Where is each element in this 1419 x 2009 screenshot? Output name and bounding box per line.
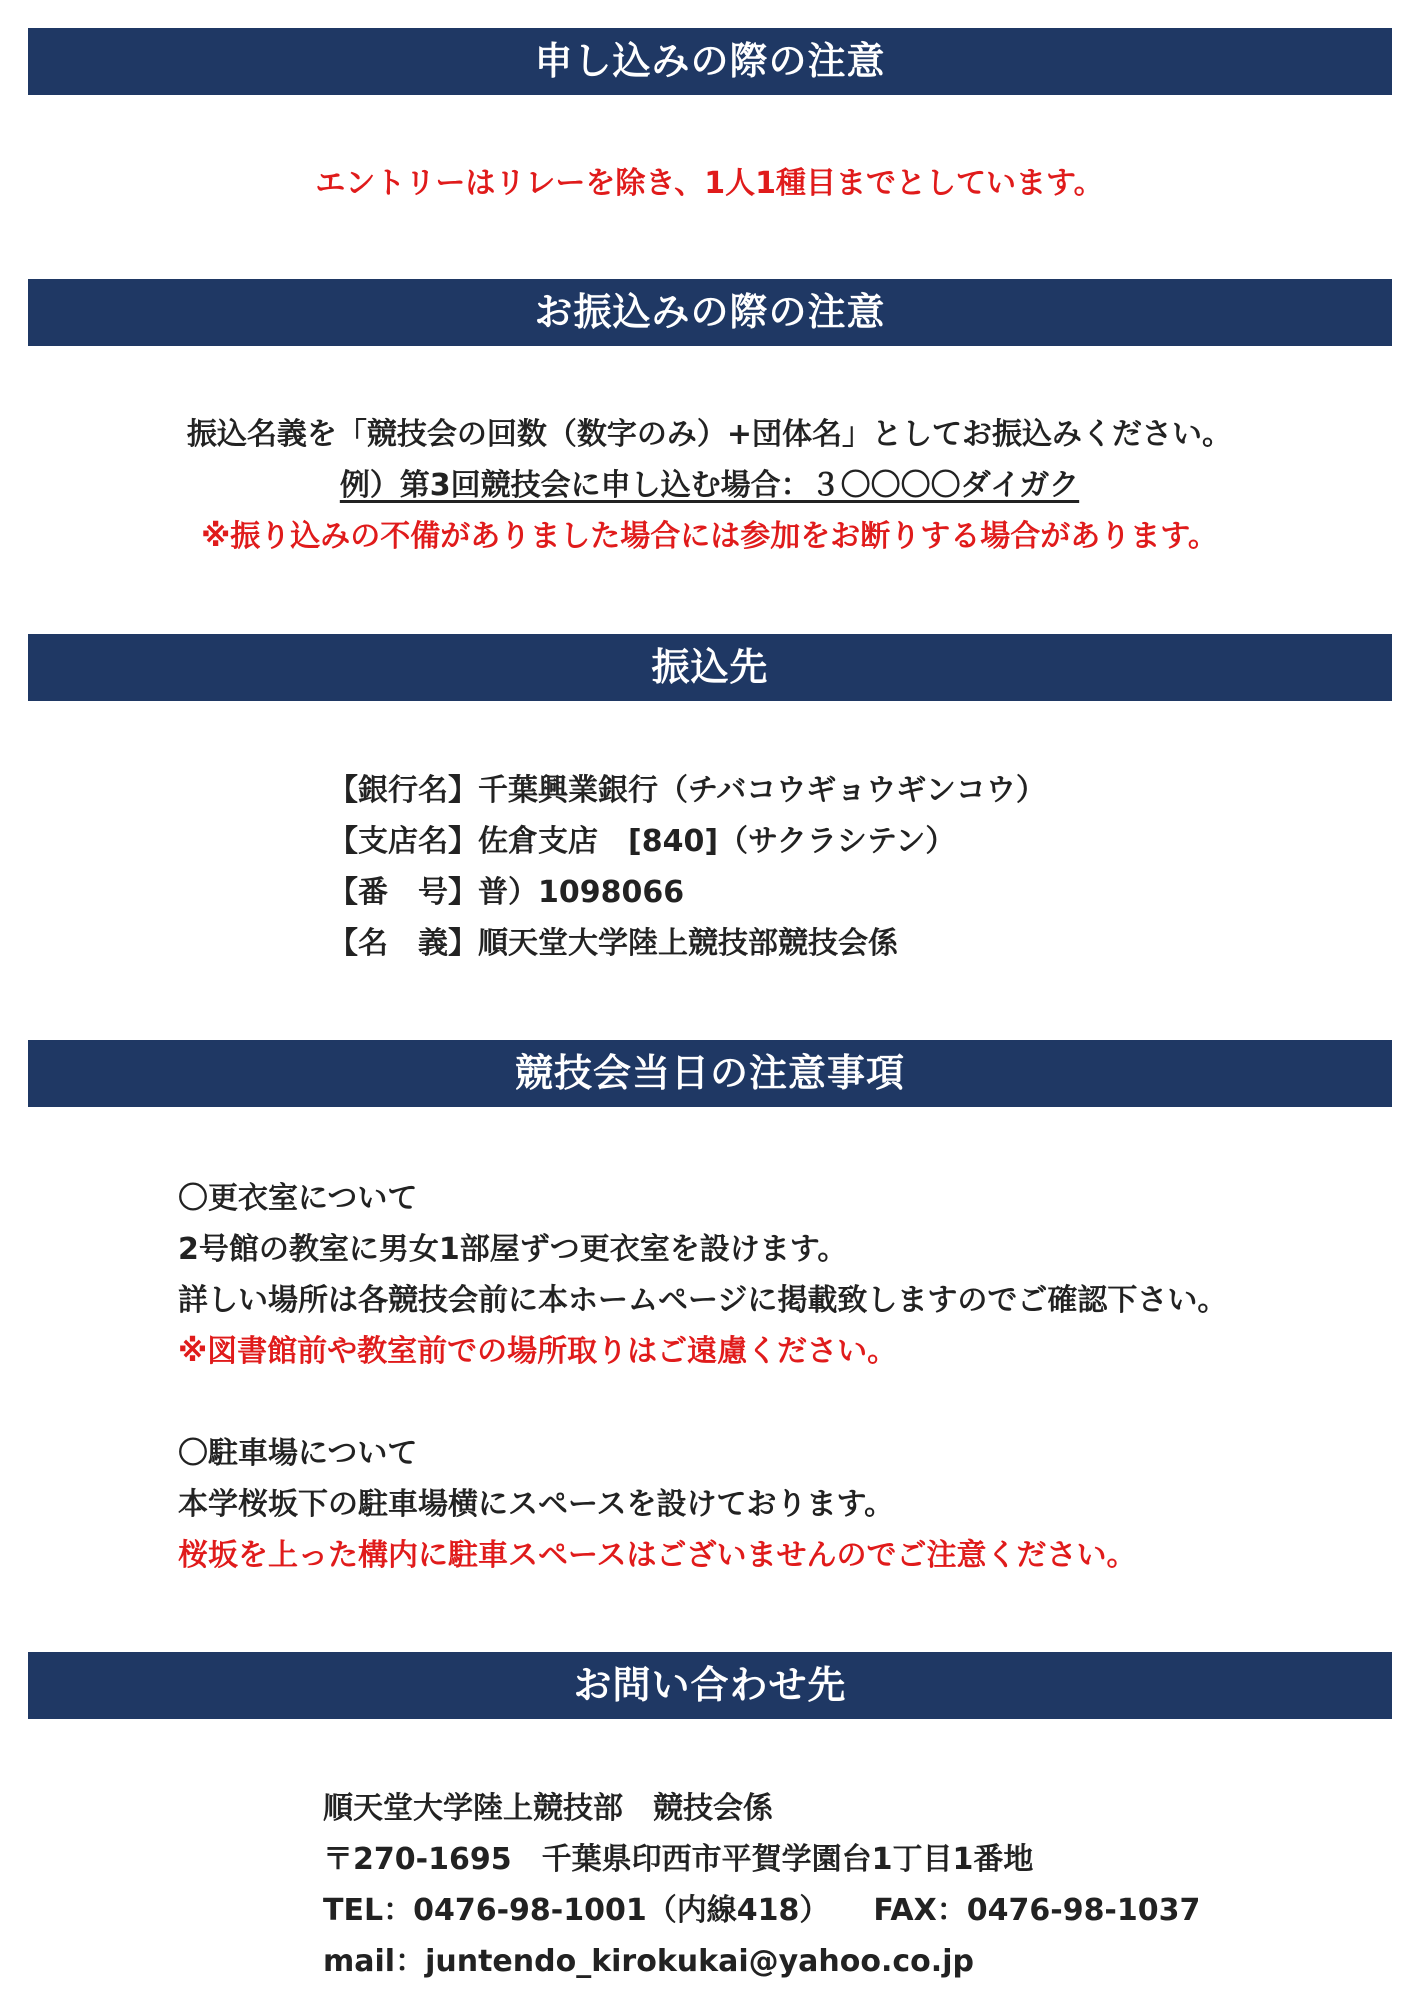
bank-name-row: 【銀行名】千葉興業銀行（チバコウギョウギンコウ） [328,773,1046,808]
locker-room-line-1: 2号館の教室に男女1部屋ずつ更衣室を設けます。 [178,1232,848,1267]
contact-organization: 順天堂大学陸上競技部 競技会係 [323,1791,773,1826]
parking-title: 〇駐車場について [178,1436,418,1471]
contact-address: 〒270-1695 千葉県印西市平賀学園台1丁目1番地 [323,1842,1034,1877]
application-heading: 申し込みの際の注意 [28,28,1392,95]
branch-name-row: 【支店名】佐倉支店 [840]（サクラシテン） [328,824,956,859]
contact-heading: お問い合わせ先 [28,1652,1392,1719]
locker-room-title: 〇更衣室について [178,1181,418,1216]
locker-room-line-2: 詳しい場所は各競技会前に本ホームページに掲載致しますのでご確認下さい。 [178,1283,1228,1318]
contact-email[interactable]: mail：juntendo_kirokukai@yahoo.co.jp [323,1944,974,1979]
event-day-heading: 競技会当日の注意事項 [28,1040,1392,1107]
contact-phone-fax [323,1891,1200,1931]
transfer-heading: お振込みの際の注意 [28,279,1392,346]
parking-warning: 桜坂を上った構内に駐車スペースはございませんのでご注意ください。 [178,1538,1137,1573]
transfer-warning: ※振り込みの不備がありました場合には参加をお断りする場合があります。 [201,519,1218,554]
contact-fax: FAX：0476-98-1037 [873,1893,1201,1928]
transfer-instruction: 振込名義を「競技会の回数（数字のみ）+団体名」としてお振込みください。 [186,417,1233,452]
account-holder-row: 【名 義】順天堂大学陸上競技部競技会係 [328,926,898,961]
locker-room-warning: ※図書館前や教室前での場所取りはご遠慮ください。 [178,1334,898,1369]
destination-heading: 振込先 [28,634,1392,701]
parking-line-1: 本学桜坂下の駐車場横にスペースを設けております。 [178,1487,895,1522]
contact-tel: TEL：0476-98-1001（内線418） [323,1893,830,1928]
entry-limit-notice: エントリーはリレーを除き、1人1種目までとしています。 [315,166,1104,201]
transfer-example-text: 例）第3回競技会に申し込む場合：３〇〇〇〇ダイガク [339,468,1080,503]
account-number-row: 【番 号】普）1098066 [328,875,685,910]
transfer-example [0,466,1419,506]
